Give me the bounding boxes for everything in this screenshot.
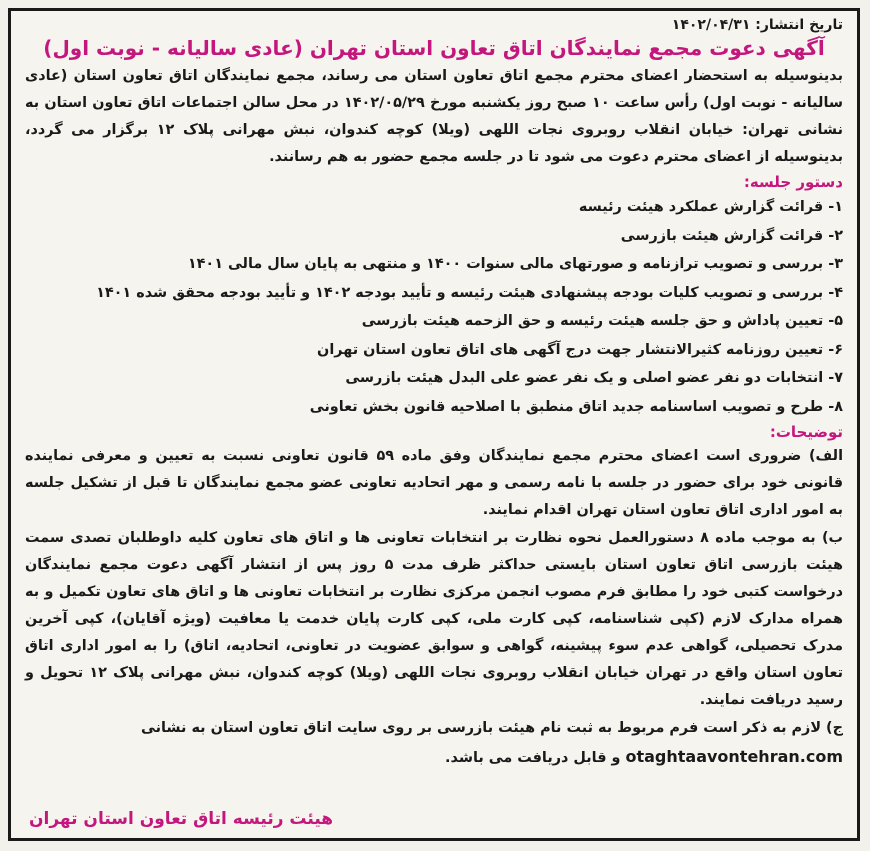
agenda-item: ۸- طرح و تصویب اساسنامه جدید اتاق منطبق با اصلاحیه قانون بخش تعاونی	[309, 398, 843, 415]
agenda-item: ۷- انتخابات دو نفر عضو اصلی و یک نفر عضو علی البدل هیئت بازرسی	[345, 370, 843, 386]
note-paragraph: ج) لازم به ذکر است فرم مربوط به ثبت نام هیئت بازرسی بر روی سایت اتاق تعاون استان به نشانی	[141, 720, 843, 736]
website-url[interactable]: otaghtaavontehran.com	[625, 747, 843, 766]
note-paragraph: الف) ضروری است اعضای محترم مجمع نمایندگان وفق ماده ۵۹ قانون تعاونی نسبت به تعیین و معرفی نماینده قانونی خود برای حضور در جلسه با نامه رسمی و مهر اتحادیه تعاونی عضو مجمع نمایندگان تا قبل از تشکیل جلسه به امور اداری اتاق تعاون استان تهران اقدام نمایند.	[25, 448, 843, 518]
signature: هیئت رئیسه اتاق تعاون استان تهران	[29, 809, 334, 829]
announcement-title: آگهی دعوت مجمع نمایندگان اتاق تعاون استان تهران (عادی سالیانه - نوبت اول)	[43, 36, 825, 60]
intro-section	[25, 63, 843, 171]
agenda-item: ۴- بررسی و تصویب کلیات بودجه پیشنهادی هیئت رئیسه و تأیید بودجه ۱۴۰۲ و تأیید بودجه محقق شده ۱۴۰۱	[96, 284, 843, 301]
announcement-frame	[8, 8, 860, 841]
agenda-item: ۱- قرائت گزارش عملکرد هیئت رئیسه	[578, 199, 843, 215]
agenda-item: ۶- تعیین روزنامه کثیرالانتشار جهت درج آگهی های اتاق تعاون استان تهران	[317, 341, 843, 358]
note-paragraph: ب) به موجب ماده ۸ دستورالعمل نحوه نظارت بر انتخابات تعاونی ها و اتاق های تعاون کلیه داوطلبان تصدی سمت هیئت بازرسی اتاق تعاون استان بایستی حداکثر ظرف مدت ۵ روز پس از انتشار آگهی دعوت مجمع نمایندگان درخواست کتبی خود را مطابق فرم مصوب انجمن مرکزی نظارت بر انتخابات تعاونی ها و اتاق های تعاون تکمیل و به همراه مدارک لازم (کپی شناسنامه، کپی کارت ملی، کپی کارت پایان خدمت یا معافیت (ویژه آقایان)، کپی آخرین مدرک تحصیلی، گواهی عدم سوء پیشینه، گواهی و سوابق عضویت در تعاونی، اتحادیه، اتاق) را به امور اداری اتاق تعاون استان واقع در تهران خیابان انقلاب روبروی نجات اللهی (ویلا) کوچه کندوان، نبش مهرانی پلاک ۱۲ تحویل و رسید دریافت نمایند.	[25, 530, 843, 708]
publish-date: تاریخ انتشار: ۱۴۰۲/۰۴/۳۱	[671, 17, 843, 33]
website-line	[25, 743, 843, 772]
agenda-heading: دستور جلسه:	[743, 173, 843, 191]
notes-heading: توضیحات:	[769, 423, 843, 441]
agenda-item: ۳- بررسی و تصویب ترازنامه و صورتهای مالی سنوات ۱۴۰۰ و منتهی به پایان سال مالی ۱۴۰۱	[187, 256, 843, 272]
agenda-item: ۲- قرائت گزارش هیئت بازرسی	[620, 227, 843, 244]
agenda-item: ۵- تعیین پاداش و حق جلسه هیئت رئیسه و حق الزحمه هیئت بازرسی	[361, 313, 843, 329]
notes-section	[25, 443, 843, 742]
website-suffix: و قابل دریافت می باشد.	[445, 750, 621, 766]
intro-paragraph: بدینوسیله به استحضار اعضای محترم مجمع اتاق تعاون استان می رساند، مجمع نمایندگان اتاق تعاون استان (عادی سالیانه - نوبت اول) رأس ساعت ۱۰ صبح روز یکشنبه مورخ ۱۴۰۲/۰۵/۲۹ در محل سالن اجتماعات اتاق تعاون استان به نشانی تهران: خیابان انقلاب روبروی نجات اللهی (ویلا) کوچه کندوان، نبش مهرانی پلاک ۱۲ برگزار می گردد، بدینوسیله از اعضای محترم دعوت می شود تا در جلسه مجمع حضور به هم رسانند.	[25, 68, 843, 165]
agenda-list	[25, 193, 843, 421]
